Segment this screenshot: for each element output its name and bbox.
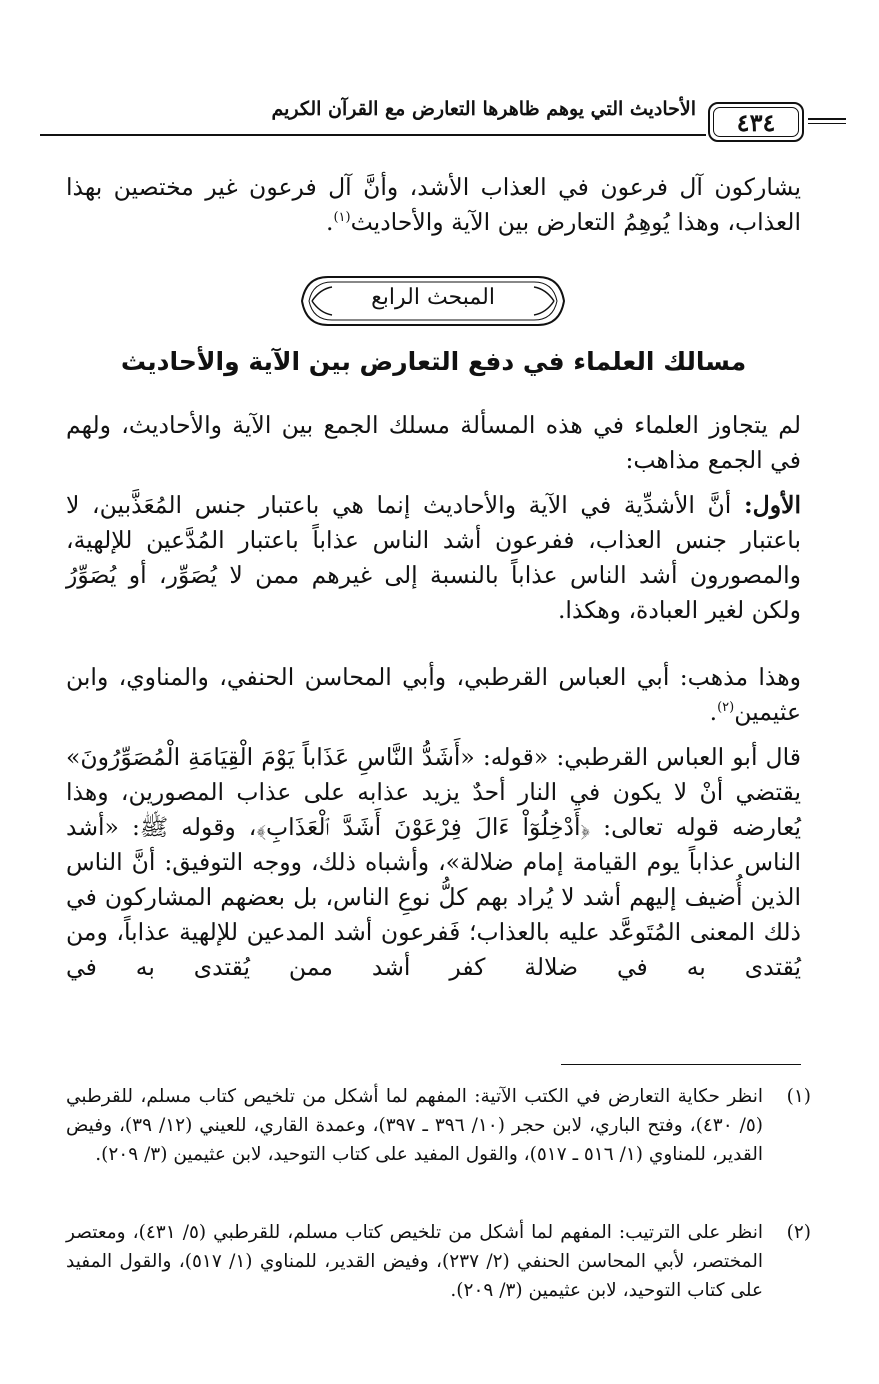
first-label: الأول: xyxy=(743,491,801,519)
footnote-text: انظر حكاية التعارض في الكتب الآتية: المفهم لما أشكل من تلخيص كتاب مسلم، للقرطبي (٥/ ٤٣٠)، وفتح الباري، لابن حجر (١٠/ ٣٩٦ ـ ٣٩٧)، وعمدة القاري، للعيني (١٢/ ٣٩)، وفيض القدير، للمناوي (١/ ٥١٦ ـ ٥١٧)، والقول المفيد على كتاب التوحيد، لابن عثيمين (٣/ ٢٠٩). xyxy=(66,1086,763,1165)
header-rule xyxy=(40,134,706,136)
first-approach-paragraph: الأول: أنَّ الأشدِّية في الآية والأحاديث إنما هي باعتبار جنس المُعَذَّبين، لا باعتبار جنس العذاب، ففرعون أشد الناس عذاباً باعتبار المُدَّعين للإلهية، والمصورون أشد الناس عذاباً بالنسبة إلى غيرهم ممن لا يُصَوِّر، أو يُصَوِّرُ ولكن لغير العبادة، وهكذا. xyxy=(66,491,801,624)
quote-paragraph: قال أبو العباس القرطبي: «قوله: «أَشَدُّ النَّاسِ عَذَاباً يَوْمَ الْقِيَامَةِ الْمُصَوِّرُونَ» يقتضي أنْ لا يكون في النار أحدٌ يزيد عذابه على عذاب المصورين، وهذا يُعارضه قوله تعالى: ﴿أَدْخِلُوٓاْ ءَالَ فِرْعَوْنَ أَشَدَّ ٱلْعَذَابِ﴾، وقوله ﷺ: «أشد الناس عذاباً يوم القيامة إمام ضلالة»، وأشباه ذلك، ووجه التوفيق: أنَّ الناس الذين أُضيف إليهم أشد لا يُراد بهم كلُّ نوعِ الناس، بل بعضهم المشاركون في ذلك المعنى المُتَوعَّد عليه بالعذاب؛ فَفرعون أشد المدعين للإلهية عذاباً، ومن يُقتدى به في ضلالة كفر أشد ممن يُقتدى به في xyxy=(66,743,801,981)
running-title: الأحاديث التي يوهم ظاهرها التعارض مع القرآن الكريم xyxy=(271,98,696,120)
scholars-paragraph: وهذا مذهب: أبي العباس القرطبي، وأبي المحاسن الحنفي، والمناوي، وابن عثيمين$^{(٢)}$. xyxy=(66,663,801,726)
footnote-separator xyxy=(561,1064,801,1065)
section-label-frame xyxy=(298,273,568,329)
footnote-ref[interactable]: (١) xyxy=(333,210,351,226)
running-header xyxy=(40,96,846,140)
approaches-paragraph: لم يتجاوز العلماء في هذه المسألة مسلك الجمع بين الآية والأحاديث، ولهم في الجمع مذاهب: xyxy=(66,411,801,474)
footnote-number: (٢) xyxy=(786,1222,811,1243)
footnote-2 xyxy=(66,1218,811,1305)
page-number-frame xyxy=(708,102,804,142)
footnote-1 xyxy=(66,1082,811,1169)
footnote-number: (١) xyxy=(786,1086,811,1107)
footnote-ref[interactable]: (٢) xyxy=(717,700,735,716)
page-number: ٤٣٤ xyxy=(736,107,776,137)
intro-paragraph: يشاركون آل فرعون في العذاب الأشد، وأنَّ آل فرعون غير مختصين بهذا العذاب، وهذا يُوهِمُ التعارض بين الآية والأحاديث$^{(١)}$. xyxy=(66,173,801,236)
header-rule-right xyxy=(808,118,846,120)
section-title: مسالك العلماء في دفع التعارض بين الآية والأحاديث xyxy=(120,347,747,376)
section-label: المبحث الرابع xyxy=(371,285,495,310)
footnote-text: انظر على الترتيب: المفهم لما أشكل من تلخيص كتاب مسلم، للقرطبي (٥/ ٤٣١)، ومعتصر المختصر، لأبي المحاسن الحنفي (٢/ ٢٣٧)، وفيض القدير، للمناوي (١/ ٥١٧)، والقول المفيد على كتاب التوحيد، لابن عثيمين (٣/ ٢٠٩). xyxy=(66,1222,764,1301)
